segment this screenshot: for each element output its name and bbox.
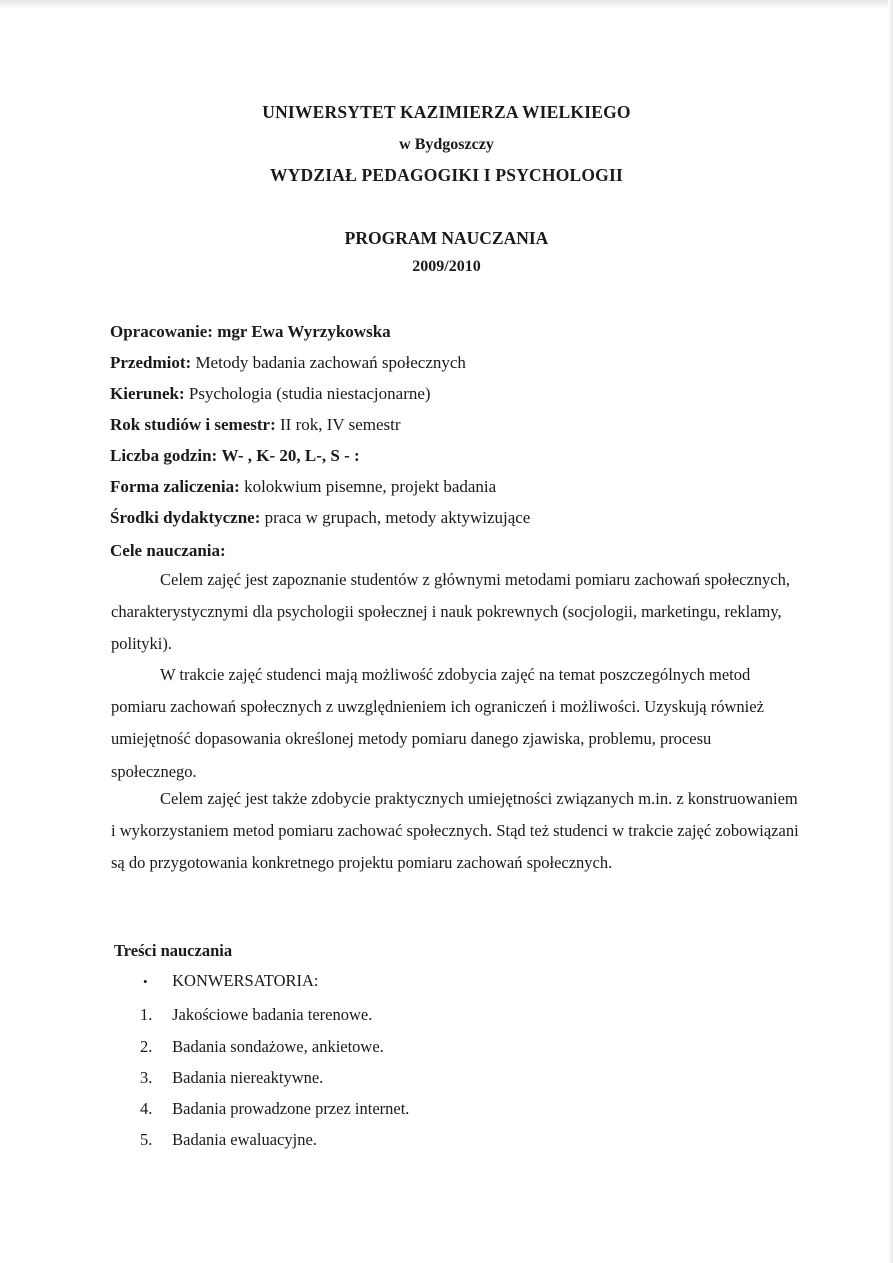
meta-author: [110, 322, 391, 342]
bullet-icon: •: [143, 974, 148, 989]
list-item-text: Jakościowe badania terenowe.: [172, 1005, 373, 1024]
meta-author-label: Opracowanie:: [110, 322, 213, 341]
meta-field-value: Psychologia (studia niestacjonarne): [188, 384, 431, 403]
meta-field: [110, 384, 431, 404]
list-item: [140, 1037, 384, 1057]
goals-paragraph-3: [111, 783, 801, 880]
goals-paragraph-3-text: Celem zajęć jest także zdobycie praktycznych umiejętności związanych m.in. z konstruowaniem i wykorzystaniem metod pomiaru zachować społecznych. Stąd też studenci w trakcie zajęć zobowiązani są do przygotowania konkretnego projektu pomiaru zachowań społecznych.: [111, 789, 799, 873]
meta-credit-form-value: kolokwium pisemne, projekt badania: [244, 477, 497, 496]
scan-edge-right: [888, 0, 893, 1263]
meta-hours-value: W- , K- 20, L-, S - :: [221, 446, 360, 465]
list-item-number: 5.: [140, 1130, 153, 1149]
meta-subject-label: Przedmiot:: [110, 353, 192, 372]
meta-year-semester: [110, 415, 401, 435]
list-item-text: Badania sondażowe, ankietowe.: [172, 1037, 384, 1056]
meta-teaching-means-label: Środki dydaktyczne:: [110, 508, 261, 527]
university-name: UNIWERSYTET KAZIMIERZA WIELKIEGO: [262, 102, 631, 122]
meta-year-semester-label: Rok studiów i semestr:: [110, 415, 276, 434]
goals-heading: [110, 541, 226, 561]
meta-teaching-means: [110, 508, 530, 528]
bullet-label: KONWERSATORIA:: [172, 971, 319, 990]
list-item-number: 1.: [140, 1005, 153, 1024]
list-item: [140, 1068, 323, 1088]
meta-author-value: mgr Ewa Wyrzykowska: [217, 322, 391, 341]
bullet-item: [143, 971, 319, 991]
university-city: w Bydgoszczy: [399, 136, 494, 153]
meta-credit-form-label: Forma zaliczenia:: [110, 477, 240, 496]
scan-edge-top: [0, 0, 893, 9]
meta-teaching-means-value: praca w grupach, metody aktywizujące: [264, 508, 531, 527]
goals-paragraph-1: [111, 564, 801, 661]
goals-paragraph-2-text: W trakcie zajęć studenci mają możliwość zdobycia zajęć na temat poszczególnych metod pomiaru zachowań społecznych z uwzględnieniem ich ograniczeń i możliwości. Uzyskują również umiejętność dopasowania określonej metody pomiaru danego zjawiska, problemu, procesu społecznego.: [111, 665, 764, 781]
program-title: PROGRAM NAUCZANIA: [344, 228, 549, 248]
list-item: [140, 1130, 317, 1150]
meta-hours-label: Liczba godzin:: [110, 446, 218, 465]
academic-year: 2009/2010: [412, 258, 481, 275]
list-item-number: 3.: [140, 1068, 153, 1087]
goals-paragraph-2: [111, 659, 801, 788]
list-item-number: 2.: [140, 1037, 153, 1056]
goals-heading-label: Cele nauczania:: [110, 541, 226, 560]
meta-credit-form: [110, 477, 496, 497]
meta-hours: [110, 446, 360, 466]
list-item-text: Badania niereaktywne.: [172, 1068, 324, 1087]
goals-paragraph-1-text: Celem zajęć jest zapoznanie studentów z głównymi metodami pomiaru zachowań społecznych, charakterystycznymi dla psychologii społecznej i nauk pokrewnych (socjologii, marketingu, reklamy, polityki).: [111, 570, 790, 654]
faculty-name: WYDZIAŁ PEDAGOGIKI I PSYCHOLOGII: [269, 165, 624, 185]
list-item-text: Badania ewaluacyjne.: [172, 1130, 317, 1149]
meta-year-semester-value: II rok, IV semestr: [280, 415, 401, 434]
list-item-text: Badania prowadzone przez internet.: [172, 1099, 410, 1118]
meta-subject-value: Metody badania zachowań społecznych: [195, 353, 466, 372]
meta-field-label: Kierunek:: [110, 384, 185, 403]
meta-subject: [110, 353, 466, 373]
content-heading: Treści nauczania: [114, 941, 233, 960]
list-item: [140, 1099, 409, 1119]
list-item: [140, 1005, 372, 1025]
list-item-number: 4.: [140, 1099, 153, 1118]
